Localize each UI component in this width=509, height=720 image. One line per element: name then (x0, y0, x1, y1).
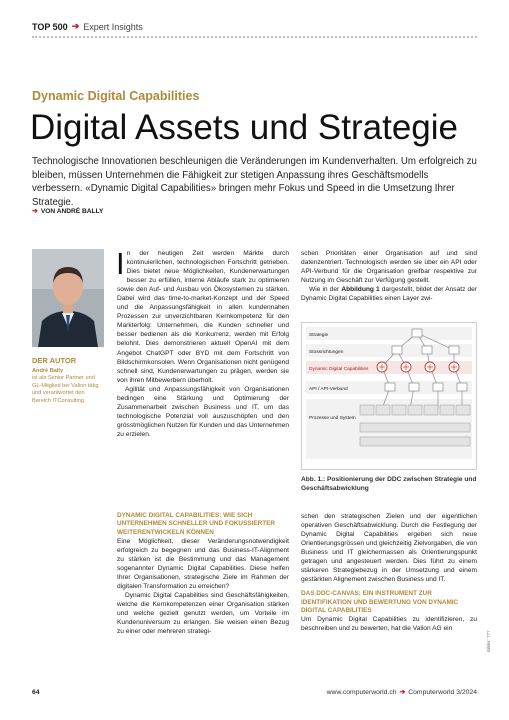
header-divider (32, 36, 477, 38)
column-2-paragraph-1: schen Prioritäten einer Organisation auf und sind datenzentriert. Technologisch werden sie über ein API oder API-Verbund für die Organisation greifbar respektive zur Nutzung im Geschäft zur Verfügung gestellt. (301, 250, 477, 285)
byline-author: VON ANDRÉ BALLY (40, 207, 104, 215)
body-column-1-lower (117, 512, 289, 636)
ddc-layer-diagram (302, 323, 476, 469)
drop-cap: I (116, 246, 125, 281)
subsection-label: Expert Insights (83, 21, 143, 32)
author-portrait-image (32, 249, 104, 347)
layer-ddc: Dynamic Digital Capabilities (309, 367, 369, 372)
section-label: TOP 500 (32, 21, 68, 32)
author-heading: DER AUTOR (32, 356, 77, 365)
paragraph-2: Agilität und Anpassungsfähigkeit von Organisationen bedingen eine Stärkung und Optimierung der Zusammenarbeit zwischen Business und IT, um das technologische Potenzial voll auszuschöpfen und den grösstmöglichen Nutzen für Kunden und das Unternehmen zu erzielen. (117, 385, 289, 438)
footer-url[interactable]: www.computerworld.ch (326, 688, 397, 696)
footer-arrow-icon: ➔ (399, 689, 406, 696)
figure-reference: Abbildung 1 (341, 286, 380, 294)
body-column-2-top (301, 249, 477, 303)
page-footer (32, 688, 477, 696)
arrow-icon: ➔ (71, 21, 80, 31)
subheading-1: DYNAMIC DIGITAL CAPABILITIES: WIE SICH UNTERNEHMEN SCHNELLER UND FOKUSSIERTER WEITERENTWICKELN KÖNNEN (117, 512, 275, 536)
column-2-paragraph-2 (301, 285, 477, 303)
article-lead: Technologische Innovationen beschleunigen die Veränderungen im Kundenverhalten. Um erfolgreich zu bleiben, müssen Unternehmen die Fähigkeit zur stetigen Anpassung ihres Geschäftsmodells verbessern. «Dynamic Digital Capabilities» bringen mehr Fokus und Speed in die Umsetzung Ihrer Strategie. (32, 156, 477, 208)
author-bio-box (32, 368, 104, 405)
paragraph-1: n der heutigen Zeit werden Märkte durch kontinuierlichen, technologischen Fortschritt getrieben. Dies bietet neue Möglichkeiten, Kundenerwartungen besser zu erfüllen, interne Abläufe stark zu optimieren sowie den Auf- und Ausbau von Ökosystemen zu stärken. Dabei wird das time-to-market-Konzept und der Speed und die Anpassungsfähigkeit in allen kundennahen Prozessen zur unverzichtbaren Kernkompetenz für den Markterfolg: Unternehmen, die Kunden schneller und besser bedienen als die Konkurrenz, werden mit Erfolg belohnt. Dies demonstrieren aktuell OpenAI mit dem Angebot ChatGPT oder BYD mit dem Fortschritt von Bildschirmkonsolen. Wenn Organisationen nicht genügend schnell sind, Kundenerwartungen zu prägen, werden sie von ihren Mitbewerbern überholt. (117, 250, 289, 384)
body-column-1 (116, 246, 289, 439)
layer-api: API / API-Verbund (309, 387, 348, 392)
footer-publication (327, 688, 477, 696)
figure-ddc-diagram (301, 322, 477, 470)
subheading-2: DAS DDC-CANVAS: EIN INSTRUMENT ZUR IDENTIFIKATION UND BEWERTUNG VON DYNAMIC DIGITAL CAPABILITIES (301, 590, 459, 614)
byline-arrow-icon: ➔ (32, 208, 38, 215)
layer-stossrichtungen: Stossrichtungen (309, 350, 344, 355)
paragraph-5: Um Dynamic Digital Capabilities zu identifizieren, zu beschreiben und zu bewerten, hat die Valion AG ein (301, 616, 477, 633)
paragraph-3: Eine Möglichkeit, dieser Veränderungsnotwendigkeit erfolgreich zu begegnen und das Business-IT-Alignment zu stärken ist die Bestimmung und das Management sogenannter Dynamic Digital Capabilities. Diese helfen Ihrer Organisationen, strategische Ziele im Rahmen der digitalen Transformation zu erreichen? (117, 537, 289, 591)
paragraph-text: dargestellt, bildet der Ansatz der Dynamic Digital Capabilities einen Layer zwi- (301, 286, 478, 303)
layer-strategie: Strategie (309, 333, 329, 338)
column-2-paragraph-3: schen den strategischen Zielen und der eigentlichen operativen Geschäftsabwicklung. Durch die Festlegung der Dynamic Digital Capabilities ergeben sich neue Orientierungsgrössen und gleichzeitig Zielvorgaben, die von Business und IT gleichermassen als Orientierungspunkt getragen und angesteuert werden. Dies führt zu einem stärkeren Strategiebezug in der Umsetzung und einem gestärkten Alignement zwischen Business und IT. (301, 513, 477, 584)
paragraph-4: Dynamic Digital Capabilities sind Geschäftsfähigkeiten, welche die Kernkompetenzen einer Organisation stärken und welche gezielt genutzt werden, um Vorteile im Kundenuniversum zu erlangen. Sie weisen einen Bezug zu einer oder mehreren strategi- (117, 592, 289, 636)
author-bio: ist als Senior Partner und GL-Mitglied bei Valion tätig und verantwortet den Bereich ITConsulting. (32, 375, 99, 404)
body-column-2-lower (301, 512, 477, 633)
author-name: André Bally (32, 368, 64, 374)
byline (32, 207, 103, 215)
layer-prozesse: Prozesse und System (309, 416, 356, 421)
image-credit: Bilder: ??? (486, 630, 491, 652)
figure-caption: Abb. 1.: Positionierung der DDC zwischen Strategie und Geschäftsabwicklung (301, 476, 477, 492)
article-kicker: Dynamic Digital Capabilities (32, 89, 200, 103)
page-number: 64 (32, 688, 40, 696)
article-title: Digital Assets und Strategie (30, 108, 459, 147)
section-header (32, 21, 143, 32)
paragraph-text: Wie in der (309, 286, 342, 294)
author-photo (32, 249, 104, 347)
footer-issue: Computerworld 3/2024 (408, 688, 477, 696)
